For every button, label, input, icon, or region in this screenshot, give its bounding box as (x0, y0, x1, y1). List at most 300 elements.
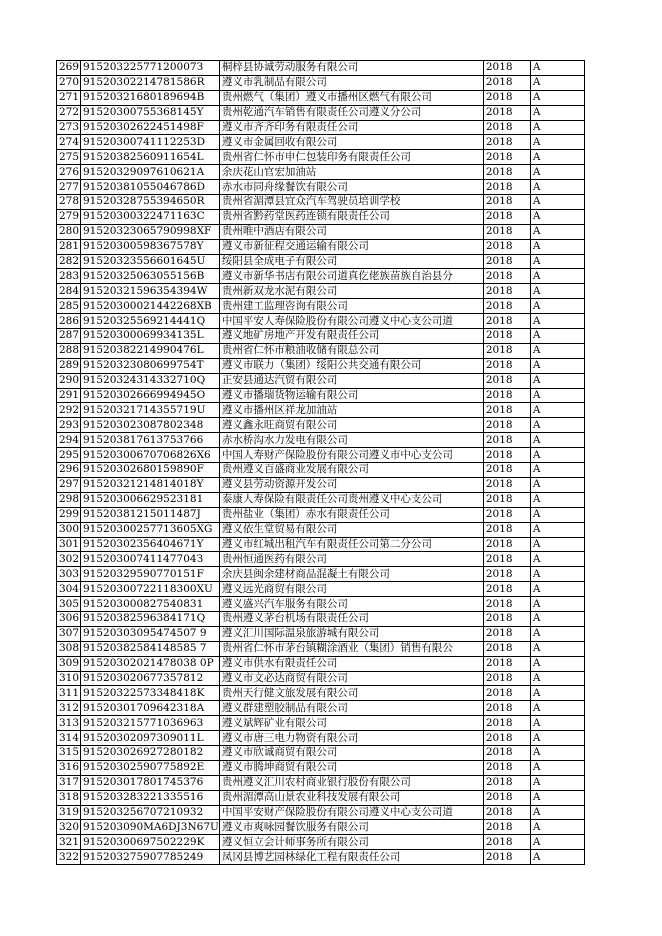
credit-code-cell: 915203215771036963 (81, 716, 220, 731)
grade-cell: A (530, 671, 584, 686)
row-number-cell: 312 (57, 701, 81, 716)
grade-cell: A (530, 254, 584, 269)
grade-cell: A (530, 135, 584, 150)
year-cell: 2018 (483, 582, 530, 597)
grade-cell: A (530, 850, 584, 865)
row-number-cell: 276 (57, 165, 81, 180)
year-cell: 2018 (483, 835, 530, 850)
company-name-cell: 遵义群建塑胶制品有限公司 (219, 701, 483, 716)
company-name-cell: 贵州遵义汇川农村商业银行股份有限公司 (219, 775, 483, 790)
table-row (57, 626, 585, 641)
credit-code-cell: 91520300741147704З (81, 552, 220, 567)
year-cell: 2018 (483, 641, 530, 656)
year-cell: 2018 (483, 760, 530, 775)
credit-code-cell: 91520321680189694B (81, 90, 220, 105)
row-number-cell: 299 (57, 507, 81, 522)
grade-cell: A (530, 418, 584, 433)
company-name-cell: 遵义市播州区祥龙加油站 (219, 403, 483, 418)
table-row (57, 552, 585, 567)
year-cell: 2018 (483, 433, 530, 448)
row-number-cell: 293 (57, 418, 81, 433)
credit-code-cell: 91520381055046786D (81, 180, 220, 195)
table-row (57, 284, 585, 299)
credit-code-cell: 91520382584148585 7 (81, 641, 220, 656)
credit-code-cell: 91520381215011487J (81, 507, 220, 522)
credit-code-cell: 91520300697502229K (81, 835, 220, 850)
year-cell: 2018 (483, 165, 530, 180)
table-row (57, 775, 585, 790)
credit-code-cell: 91520300069934135L (81, 329, 220, 344)
company-name-cell: 遵义市齐齐印务有限责任公司 (219, 120, 483, 135)
company-name-cell: 贵州省仁怀市茅台镇糊涂酒业（集团）销售有限公 (219, 641, 483, 656)
grade-cell: A (530, 299, 584, 314)
year-cell: 2018 (483, 775, 530, 790)
credit-code-cell: 91520382596384171Q (81, 611, 220, 626)
credit-code-cell: 915203283221335516 (81, 790, 220, 805)
credit-code-cell: 915203017801745376 (81, 775, 220, 790)
grade-cell: A (530, 165, 584, 180)
year-cell: 2018 (483, 790, 530, 805)
row-number-cell: 280 (57, 224, 81, 239)
company-name-cell: 遵义鑫永旺商贸有限公司 (219, 418, 483, 433)
row-number-cell: 310 (57, 671, 81, 686)
year-cell: 2018 (483, 135, 530, 150)
row-number-cell: 284 (57, 284, 81, 299)
grade-cell: A (530, 329, 584, 344)
grade-cell: A (530, 180, 584, 195)
credit-code-cell: 91520302680159890F (81, 463, 220, 478)
row-number-cell: 288 (57, 343, 81, 358)
grade-cell: A (530, 463, 584, 478)
table-row (57, 701, 585, 716)
grade-cell: A (530, 224, 584, 239)
grade-cell: A (530, 448, 584, 463)
table-row (57, 224, 585, 239)
credit-code-cell: 915203020677357812 (81, 671, 220, 686)
credit-code-cell: 915203000827540831 (81, 597, 220, 612)
grade-cell: A (530, 701, 584, 716)
company-name-cell: 遵义远光商贸有限公司 (219, 582, 483, 597)
row-number-cell: 316 (57, 760, 81, 775)
company-name-cell: 遵义斌辉矿业有限公司 (219, 716, 483, 731)
grade-cell: A (530, 358, 584, 373)
company-name-cell: 遵义汇川国际温泉旅游城有限公司 (219, 626, 483, 641)
grade-cell: A (530, 343, 584, 358)
row-number-cell: 295 (57, 448, 81, 463)
year-cell: 2018 (483, 522, 530, 537)
table-row (57, 492, 585, 507)
table-row (57, 835, 585, 850)
credit-code-cell: 91520323556601645U (81, 254, 220, 269)
credit-code-cell: 915203026927280182 (81, 745, 220, 760)
company-name-cell: 余庆县闽余建材商品混凝土有限公司 (219, 567, 483, 582)
table-row (57, 582, 585, 597)
row-number-cell: 270 (57, 75, 81, 90)
table-row (57, 820, 585, 835)
credit-code-cell: 91520323080699754T (81, 358, 220, 373)
table-row (57, 61, 585, 76)
company-name-cell: 遵义市金属回收有限公司 (219, 135, 483, 150)
company-name-cell: 遵义恒立会计师事务所有限公司 (219, 835, 483, 850)
row-number-cell: 297 (57, 477, 81, 492)
company-name-cell: 贵州唯中酒店有限公司 (219, 224, 483, 239)
year-cell: 2018 (483, 105, 530, 120)
credit-code-cell: 91520382214990476L (81, 343, 220, 358)
grade-cell: A (530, 492, 584, 507)
row-number-cell: 277 (57, 180, 81, 195)
table-row (57, 850, 585, 865)
row-number-cell: 317 (57, 775, 81, 790)
year-cell: 2018 (483, 820, 530, 835)
grade-cell: A (530, 790, 584, 805)
credit-code-cell: 91520300257713605XG (81, 522, 220, 537)
table-row (57, 716, 585, 731)
row-number-cell: 296 (57, 463, 81, 478)
table-row (57, 790, 585, 805)
company-name-cell: 遵义地矿房地产开发有限责任公司 (219, 329, 483, 344)
credit-code-cell: 91520300722118300XU (81, 582, 220, 597)
company-name-cell: 遵义市腾坤商贸有限公司 (219, 760, 483, 775)
company-name-cell: 遵义市新征程交通运输有限公司 (219, 239, 483, 254)
credit-code-cell: 91520300755368145Y (81, 105, 220, 120)
year-cell: 2018 (483, 597, 530, 612)
year-cell: 2018 (483, 477, 530, 492)
year-cell: 2018 (483, 284, 530, 299)
grade-cell: A (530, 805, 584, 820)
grade-cell: A (530, 373, 584, 388)
year-cell: 2018 (483, 195, 530, 210)
table-row (57, 269, 585, 284)
table-row (57, 477, 585, 492)
credit-code-cell: 91520323065790998XF (81, 224, 220, 239)
credit-code-cell: 915203275907785249 (81, 850, 220, 865)
year-cell: 2018 (483, 567, 530, 582)
table-row (57, 805, 585, 820)
company-name-cell: 遵义依生堂贸易有限公司 (219, 522, 483, 537)
grade-cell: A (530, 686, 584, 701)
grade-cell: A (530, 537, 584, 552)
row-number-cell: 286 (57, 314, 81, 329)
grade-cell: A (530, 314, 584, 329)
table-body (57, 61, 585, 865)
company-name-cell: 贵州建工监理咨询有限公司 (219, 299, 483, 314)
row-number-cell: 291 (57, 388, 81, 403)
row-number-cell: 269 (57, 61, 81, 76)
year-cell: 2018 (483, 463, 530, 478)
table-row (57, 165, 585, 180)
credit-code-cell: 91520303095474507 9 (81, 626, 220, 641)
grade-cell: A (530, 284, 584, 299)
grade-cell: A (530, 105, 584, 120)
company-name-cell: 泰康人寿保险有限责任公司贵州遵义中心支公司 (219, 492, 483, 507)
company-name-cell: 遵义市播瑞货物运输有限公司 (219, 388, 483, 403)
grade-cell: A (530, 120, 584, 135)
grade-cell: A (530, 507, 584, 522)
table-row (57, 388, 585, 403)
table-row (57, 239, 585, 254)
row-number-cell: 289 (57, 358, 81, 373)
grade-cell: A (530, 61, 584, 76)
row-number-cell: 300 (57, 522, 81, 537)
credit-code-cell: 91520325063055156B (81, 269, 220, 284)
row-number-cell: 320 (57, 820, 81, 835)
table-row (57, 611, 585, 626)
year-cell: 2018 (483, 626, 530, 641)
grade-cell: A (530, 641, 584, 656)
table-row (57, 75, 585, 90)
table-row (57, 537, 585, 552)
year-cell: 2018 (483, 358, 530, 373)
year-cell: 2018 (483, 329, 530, 344)
company-name-cell: 遵义市红城出租汽车有限责任公司第二分公司 (219, 537, 483, 552)
grade-cell: A (530, 195, 584, 210)
credit-code-cell: 91520300741112253D (81, 135, 220, 150)
row-number-cell: 315 (57, 745, 81, 760)
company-name-cell: 贵州天行健文旅发展有限公司 (219, 686, 483, 701)
row-number-cell: 311 (57, 686, 81, 701)
row-number-cell: 309 (57, 656, 81, 671)
row-number-cell: 275 (57, 150, 81, 165)
table-row (57, 641, 585, 656)
credit-code-cell: 91520321596354394W (81, 284, 220, 299)
row-number-cell: 306 (57, 611, 81, 626)
credit-code-cell: 91520325569214441Q (81, 314, 220, 329)
year-cell: 2018 (483, 745, 530, 760)
row-number-cell: 271 (57, 90, 81, 105)
credit-code-cell: 91520302214781586R (81, 75, 220, 90)
company-name-cell: 凤冈县博艺园林绿化工程有限责任公司 (219, 850, 483, 865)
credit-code-cell: 915203817613753766 (81, 433, 220, 448)
company-name-cell: 遵义市供水有限责任公司 (219, 656, 483, 671)
year-cell: 2018 (483, 254, 530, 269)
grade-cell: A (530, 745, 584, 760)
year-cell: 2018 (483, 224, 530, 239)
year-cell: 2018 (483, 448, 530, 463)
grade-cell: A (530, 150, 584, 165)
grade-cell: A (530, 611, 584, 626)
row-number-cell: 307 (57, 626, 81, 641)
year-cell: 2018 (483, 850, 530, 865)
row-number-cell: 274 (57, 135, 81, 150)
table-row (57, 150, 585, 165)
row-number-cell: 314 (57, 731, 81, 746)
row-number-cell: 304 (57, 582, 81, 597)
grade-cell: A (530, 731, 584, 746)
year-cell: 2018 (483, 239, 530, 254)
company-name-cell: 遵义盛兴汽车服务有限公司 (219, 597, 483, 612)
year-cell: 2018 (483, 75, 530, 90)
year-cell: 2018 (483, 701, 530, 716)
credit-code-cell: 91520321214814018Y (81, 477, 220, 492)
row-number-cell: 292 (57, 403, 81, 418)
row-number-cell: 319 (57, 805, 81, 820)
table-row (57, 343, 585, 358)
table-row (57, 299, 585, 314)
table-row (57, 105, 585, 120)
year-cell: 2018 (483, 671, 530, 686)
grade-cell: A (530, 626, 584, 641)
credit-code-cell: 91520300598367578Y (81, 239, 220, 254)
table-row (57, 686, 585, 701)
company-name-cell: 遵义市乳制品有限公司 (219, 75, 483, 90)
table-row (57, 433, 585, 448)
credit-code-cell: 91520324314332710Q (81, 373, 220, 388)
company-name-cell: 贵州恒通医药有限公司 (219, 552, 483, 567)
year-cell: 2018 (483, 209, 530, 224)
row-number-cell: 302 (57, 552, 81, 567)
year-cell: 2018 (483, 180, 530, 195)
credit-code-cell: 91520302590775892E (81, 760, 220, 775)
row-number-cell: 281 (57, 239, 81, 254)
credit-code-cell: 915203256707210932 (81, 805, 220, 820)
grade-cell: A (530, 388, 584, 403)
grade-cell: A (530, 75, 584, 90)
year-cell: 2018 (483, 90, 530, 105)
table-row (57, 90, 585, 105)
company-name-cell: 贵州湄潭高山景农业科技发展有限公司 (219, 790, 483, 805)
row-number-cell: 305 (57, 597, 81, 612)
year-cell: 2018 (483, 403, 530, 418)
company-name-cell: 赤水市同舟缘餐饮有限公司 (219, 180, 483, 195)
company-name-cell: 贵州省仁怀市申仁包装印务有限责任公司 (219, 150, 483, 165)
company-name-cell: 中国人寿财产保险股份有限公司遵义市中心支公司 (219, 448, 483, 463)
year-cell: 2018 (483, 716, 530, 731)
table-row (57, 195, 585, 210)
credit-code-cell: 91520302666994945O (81, 388, 220, 403)
table-row (57, 522, 585, 537)
row-number-cell: 283 (57, 269, 81, 284)
table-row (57, 418, 585, 433)
grade-cell: A (530, 433, 584, 448)
credit-code-cell: 91520302356404671Y (81, 537, 220, 552)
credit-code-cell: 91520321714355719U (81, 403, 220, 418)
year-cell: 2018 (483, 314, 530, 329)
company-name-cell: 绥阳县全成电子有限公司 (219, 254, 483, 269)
row-number-cell: 318 (57, 790, 81, 805)
grade-cell: A (530, 403, 584, 418)
company-name-cell: 遵义市欣诚商贸有限公司 (219, 745, 483, 760)
company-name-cell: 贵州新双龙水泥有限公司 (219, 284, 483, 299)
table-row (57, 597, 585, 612)
table-row (57, 507, 585, 522)
company-name-cell: 桐梓县协诚劳动服务有限公司 (219, 61, 483, 76)
company-name-cell: 余庆花山官宏加油站 (219, 165, 483, 180)
grade-cell: A (530, 522, 584, 537)
company-name-cell: 贵州遵义茅台机场有限责任公司 (219, 611, 483, 626)
table-row (57, 671, 585, 686)
grade-cell: A (530, 567, 584, 582)
credit-code-cell: 91520301709642318A (81, 701, 220, 716)
row-number-cell: 301 (57, 537, 81, 552)
company-name-cell: 中国平安财产保险股份有限公司遵义中心支公司道 (219, 805, 483, 820)
credit-code-cell: 91520329590770151F (81, 567, 220, 582)
table-row (57, 358, 585, 373)
grade-cell: A (530, 552, 584, 567)
year-cell: 2018 (483, 388, 530, 403)
company-name-cell: 中国平安人寿保险股份有限公司遵义中心支公司道 (219, 314, 483, 329)
table-row (57, 254, 585, 269)
credit-code-cell: 91520300322471163C (81, 209, 220, 224)
credit-code-cell: 915203090MA6DJ3N67U (81, 820, 220, 835)
company-name-cell: 遵义市新华书店有限公司道真仡佬族苗族自治县分 (219, 269, 483, 284)
table-row (57, 760, 585, 775)
row-number-cell: 313 (57, 716, 81, 731)
row-number-cell: 278 (57, 195, 81, 210)
grade-cell: A (530, 90, 584, 105)
grade-cell: A (530, 597, 584, 612)
grade-cell: A (530, 775, 584, 790)
table-row (57, 329, 585, 344)
credit-code-cell: 91520302021478038 0P (81, 656, 220, 671)
row-number-cell: 279 (57, 209, 81, 224)
grade-cell: A (530, 582, 584, 597)
grade-cell: A (530, 209, 584, 224)
company-name-cell: 遵义县劳动资源开发公司 (219, 477, 483, 492)
year-cell: 2018 (483, 373, 530, 388)
table-row (57, 135, 585, 150)
year-cell: 2018 (483, 805, 530, 820)
grade-cell: A (530, 820, 584, 835)
grade-cell: A (530, 656, 584, 671)
company-name-cell: 贵州燃气（集团）遵义市播州区燃气有限公司 (219, 90, 483, 105)
credit-code-cell: 91520300670706826X6 (81, 448, 220, 463)
year-cell: 2018 (483, 656, 530, 671)
company-name-cell: 贵州省湄潭县宜众汽车驾驶员培训学校 (219, 195, 483, 210)
grade-cell: A (530, 835, 584, 850)
credit-code-cell: 91520322573348418K (81, 686, 220, 701)
credit-rating-table (56, 60, 585, 865)
grade-cell: A (530, 269, 584, 284)
company-name-cell: 贵州盐业（集团）赤水有限责任公司 (219, 507, 483, 522)
table-row (57, 731, 585, 746)
year-cell: 2018 (483, 552, 530, 567)
year-cell: 2018 (483, 299, 530, 314)
company-name-cell: 贵州乾通汽车销售有限责任公司遵义分公司 (219, 105, 483, 120)
company-name-cell: 遵义市文必达商贸有限公司 (219, 671, 483, 686)
row-number-cell: 308 (57, 641, 81, 656)
year-cell: 2018 (483, 507, 530, 522)
row-number-cell: 282 (57, 254, 81, 269)
year-cell: 2018 (483, 343, 530, 358)
credit-code-cell: 91520302097309011L (81, 731, 220, 746)
table-row (57, 314, 585, 329)
row-number-cell: 273 (57, 120, 81, 135)
row-number-cell: 290 (57, 373, 81, 388)
grade-cell: A (530, 477, 584, 492)
year-cell: 2018 (483, 611, 530, 626)
credit-code-cell: 91520322577120007З (81, 61, 220, 76)
table-row (57, 463, 585, 478)
company-name-cell: 正安县通达汽贸有限公司 (219, 373, 483, 388)
company-name-cell: 遵义市爽咏园餐饮服务有限公司 (219, 820, 483, 835)
company-name-cell: 贵州遵义百盛商业发展有限公司 (219, 463, 483, 478)
table-row (57, 180, 585, 195)
year-cell: 2018 (483, 150, 530, 165)
year-cell: 2018 (483, 492, 530, 507)
year-cell: 2018 (483, 731, 530, 746)
company-name-cell: 贵州省黔药堂医药连锁有限责任公司 (219, 209, 483, 224)
year-cell: 2018 (483, 686, 530, 701)
year-cell: 2018 (483, 61, 530, 76)
company-name-cell: 赤水桥沟水力发电有限公司 (219, 433, 483, 448)
year-cell: 2018 (483, 269, 530, 284)
table-row (57, 448, 585, 463)
year-cell: 2018 (483, 120, 530, 135)
credit-code-cell: 91520329097610621A (81, 165, 220, 180)
table-row (57, 373, 585, 388)
credit-code-cell: 91520302622451498F (81, 120, 220, 135)
row-number-cell: 322 (57, 850, 81, 865)
